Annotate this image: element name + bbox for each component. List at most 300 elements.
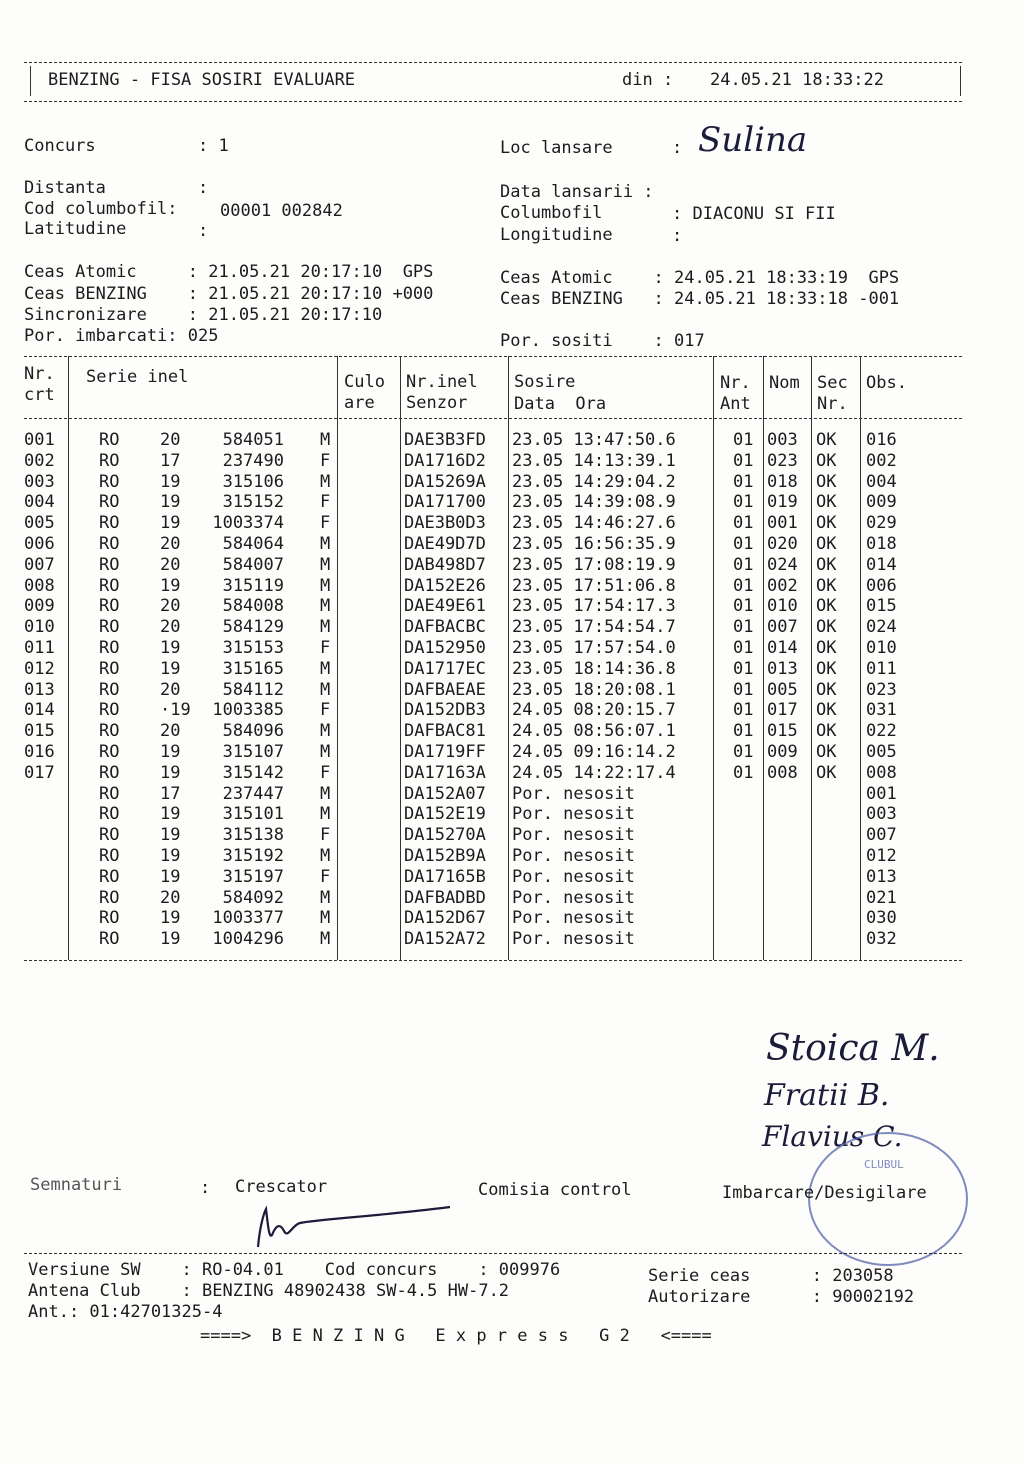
cell-obs: 024	[866, 617, 897, 638]
cell-row-number: 014	[24, 700, 55, 721]
report-date: 24.05.21 18:33:22	[710, 70, 884, 90]
cell-ring-year: 20	[160, 617, 181, 638]
cell-arrival-time: Por. nesosit	[512, 866, 635, 887]
ceas-benzing-end: Ceas BENZING : 24.05.21 18:33:18 -001	[500, 289, 900, 309]
cod-columbofil-value: 00001 002842	[220, 201, 343, 221]
cell-sex: F	[320, 762, 331, 783]
report-date-label: din :	[622, 70, 674, 90]
columbofil-label: Columbofil	[500, 203, 603, 223]
cell-arrival-time: 23.05 14:39:08.9	[512, 492, 676, 513]
cell-sec-nr: OK	[816, 617, 837, 638]
cell-obs: 005	[866, 742, 897, 762]
table-row	[0, 742, 1024, 763]
cell-arrival-time: 24.05 14:22:17.4	[512, 762, 676, 783]
brand-banner: ====> B E N Z I N G E x p r e s s G 2 <====	[200, 1326, 712, 1346]
cell-ring-number: 1003374	[212, 513, 284, 534]
cell-arrival-time: 23.05 16:56:35.9	[512, 534, 676, 554]
ceas-atomic-end: Ceas Atomic : 24.05.21 18:33:19 GPS	[500, 268, 900, 288]
cell-sex: M	[320, 596, 331, 617]
th-crt: crt	[24, 385, 55, 405]
cell-antenna: 01	[733, 430, 754, 450]
cell-sensor-ring: DA152950	[404, 638, 486, 658]
cell-ring-year: 20	[160, 554, 181, 575]
cell-ring-number: 315107	[222, 742, 284, 762]
table-row	[0, 825, 1024, 846]
cell-sensor-ring: DAE3B3FD	[404, 430, 486, 450]
cell-sec-nr: OK	[816, 471, 837, 492]
cell-sex: M	[320, 471, 331, 492]
cell-obs: 006	[866, 575, 897, 596]
cell-row-number: 009	[24, 596, 55, 617]
table-row	[0, 804, 1024, 825]
cell-antenna: 01	[733, 638, 754, 658]
cell-obs: 021	[866, 887, 897, 908]
cell-arrival-time: 24.05 08:56:07.1	[512, 721, 676, 742]
cell-sensor-ring: DA152A07	[404, 783, 486, 804]
table-row	[0, 680, 1024, 701]
cell-sec-nr: OK	[816, 700, 837, 721]
crescator-signature	[250, 1195, 470, 1255]
cell-antenna: 01	[733, 721, 754, 742]
header-top-rule	[24, 62, 962, 63]
cell-sex: M	[320, 679, 331, 700]
cell-sex: F	[320, 450, 331, 471]
table-row	[0, 430, 1024, 451]
cell-nom: 017	[767, 700, 798, 721]
cell-obs: 010	[866, 638, 897, 658]
cell-arrival-time: Por. nesosit	[512, 825, 635, 846]
cell-sensor-ring: DAE49D7D	[404, 534, 486, 554]
cell-obs: 032	[866, 929, 897, 950]
cell-nom: 001	[767, 513, 798, 534]
table-row	[0, 659, 1024, 680]
cell-ring-year: 20	[160, 721, 181, 742]
cell-sensor-ring: DAE49E61	[404, 596, 486, 617]
th-culo: Culo	[344, 372, 385, 392]
cell-obs: 001	[866, 783, 897, 804]
cell-sex: M	[320, 554, 331, 575]
cell-country-code: RO	[99, 825, 120, 846]
cell-sex: M	[320, 783, 331, 804]
table-row	[0, 638, 1024, 659]
cell-sensor-ring: DAE3B0D3	[404, 513, 486, 534]
cell-ring-year: 19	[160, 804, 181, 825]
cell-row-number: 006	[24, 534, 55, 554]
cell-nom: 007	[767, 617, 798, 638]
cell-sensor-ring: DA152E26	[404, 575, 486, 596]
table-row	[0, 784, 1024, 805]
cell-country-code: RO	[99, 638, 120, 658]
cell-antenna: 01	[733, 575, 754, 596]
header-left-border	[30, 66, 31, 96]
cell-arrival-time: 24.05 09:16:14.2	[512, 742, 676, 762]
handwritten-signature: Fratii B.	[764, 1078, 890, 1113]
cell-ring-number: 584008	[222, 596, 284, 617]
cell-ring-number: 237447	[222, 783, 284, 804]
th-serie: Serie inel	[86, 367, 189, 387]
cell-country-code: RO	[99, 762, 120, 783]
autorizare: Autorizare : 90002192	[648, 1287, 915, 1307]
cell-row-number: 008	[24, 575, 55, 596]
cell-ring-year: 19	[160, 762, 181, 783]
cell-nom: 003	[767, 430, 798, 450]
cell-nom: 019	[767, 492, 798, 513]
cell-sec-nr: OK	[816, 742, 837, 762]
cell-antenna: 01	[733, 471, 754, 492]
cell-sex: F	[320, 638, 331, 658]
handwritten-signature: Flavius C.	[762, 1120, 903, 1153]
loc-lansare-label: Loc lansare	[500, 138, 613, 158]
cell-sex: M	[320, 846, 331, 866]
cell-country-code: RO	[99, 804, 120, 825]
cell-arrival-time: Por. nesosit	[512, 929, 635, 950]
cell-obs: 003	[866, 804, 897, 825]
table-row	[0, 763, 1024, 784]
cell-ring-number: 315101	[222, 804, 284, 825]
cell-nom: 023	[767, 450, 798, 471]
cell-sensor-ring: DA15269A	[404, 471, 486, 492]
cell-sensor-ring: DA1716D2	[404, 450, 486, 471]
cell-ring-number: 584096	[222, 721, 284, 742]
cell-arrival-time: 23.05 17:08:19.9	[512, 554, 676, 575]
cell-country-code: RO	[99, 908, 120, 929]
cell-ring-number: 1003377	[212, 908, 284, 929]
cell-nom: 008	[767, 762, 798, 783]
cell-country-code: RO	[99, 783, 120, 804]
table-row	[0, 534, 1024, 555]
cell-nom: 010	[767, 596, 798, 617]
table-row	[0, 617, 1024, 638]
cell-obs: 015	[866, 596, 897, 617]
cell-antenna: 01	[733, 534, 754, 554]
latitudine-value: :	[198, 221, 209, 241]
cell-sec-nr: OK	[816, 596, 837, 617]
cell-country-code: RO	[99, 887, 120, 908]
concurs-value: : 1	[198, 136, 229, 156]
table-top-rule	[24, 356, 962, 357]
cell-country-code: RO	[99, 450, 120, 471]
cell-row-number: 003	[24, 471, 55, 492]
cell-arrival-time: 23.05 14:29:04.2	[512, 471, 676, 492]
cell-ring-year: 20	[160, 596, 181, 617]
cell-sex: M	[320, 908, 331, 929]
cell-obs: 013	[866, 866, 897, 887]
page-title: BENZING - FISA SOSIRI EVALUARE	[48, 70, 356, 90]
cell-ring-number: 315119	[222, 575, 284, 596]
cell-sensor-ring: DA152DB3	[404, 700, 486, 721]
cell-ring-number: 1004296	[212, 929, 284, 950]
cell-sec-nr: OK	[816, 721, 837, 742]
cell-obs: 009	[866, 492, 897, 513]
cell-sec-nr: OK	[816, 450, 837, 471]
cell-obs: 011	[866, 658, 897, 679]
table-row	[0, 867, 1024, 888]
table-row	[0, 700, 1024, 721]
cell-sec-nr: OK	[816, 575, 837, 596]
cell-antenna: 01	[733, 762, 754, 783]
cell-arrival-time: Por. nesosit	[512, 846, 635, 866]
table-row	[0, 846, 1024, 867]
cell-antenna: 01	[733, 513, 754, 534]
cell-obs: 007	[866, 825, 897, 846]
cell-row-number: 013	[24, 679, 55, 700]
cell-country-code: RO	[99, 679, 120, 700]
cell-antenna: 01	[733, 554, 754, 575]
cell-arrival-time: 23.05 17:51:06.8	[512, 575, 676, 596]
cell-ring-number: 315142	[222, 762, 284, 783]
data-lansarii-label: Data lansarii :	[500, 182, 654, 202]
semnaturi-colon: :	[200, 1178, 211, 1198]
cell-ring-number: 315152	[222, 492, 284, 513]
cell-sex: M	[320, 887, 331, 908]
header-right-border	[960, 66, 961, 96]
cell-sec-nr: OK	[816, 513, 837, 534]
cell-obs: 023	[866, 679, 897, 700]
cell-sensor-ring: DA17165B	[404, 866, 486, 887]
cell-row-number: 007	[24, 554, 55, 575]
cell-ring-number: 584007	[222, 554, 284, 575]
cell-row-number: 004	[24, 492, 55, 513]
table-row	[0, 929, 1024, 950]
latitudine-label: Latitudine	[24, 219, 127, 239]
porumbei-sositi: Por. sositi : 017	[500, 331, 705, 351]
cell-sex: F	[320, 866, 331, 887]
comisia-label: Comisia control	[478, 1180, 632, 1200]
cell-country-code: RO	[99, 929, 120, 950]
cell-arrival-time: Por. nesosit	[512, 804, 635, 825]
cell-antenna: 01	[733, 492, 754, 513]
cell-sex: F	[320, 825, 331, 846]
sincronizare: Sincronizare : 21.05.21 20:17:10	[24, 305, 383, 325]
cell-row-number: 016	[24, 742, 55, 762]
cell-arrival-time: 23.05 17:54:17.3	[512, 596, 676, 617]
cell-antenna: 01	[733, 700, 754, 721]
th-sec-nr: Nr.	[817, 394, 848, 414]
table-row	[0, 888, 1024, 909]
ceas-benzing-start: Ceas BENZING : 21.05.21 20:17:10 +000	[24, 284, 434, 304]
cell-sensor-ring: DA152B9A	[404, 846, 486, 866]
cell-obs: 014	[866, 554, 897, 575]
cell-country-code: RO	[99, 846, 120, 866]
cell-ring-number: 315153	[222, 638, 284, 658]
cell-sex: F	[320, 700, 331, 721]
cell-nom: 018	[767, 471, 798, 492]
cell-ring-year: 17	[160, 450, 181, 471]
cell-sex: M	[320, 721, 331, 742]
cell-sensor-ring: DA1719FF	[404, 742, 486, 762]
cell-arrival-time: 23.05 13:47:50.6	[512, 430, 676, 450]
cell-ring-number: 315192	[222, 846, 284, 866]
cell-arrival-time: 23.05 18:20:08.1	[512, 679, 676, 700]
cell-row-number: 011	[24, 638, 55, 658]
cell-ring-year: 19	[160, 742, 181, 762]
cell-arrival-time: 23.05 17:54:54.7	[512, 617, 676, 638]
cell-sex: M	[320, 534, 331, 554]
table-row	[0, 721, 1024, 742]
cell-sec-nr: OK	[816, 638, 837, 658]
cell-ring-number: 1003385	[212, 700, 284, 721]
cell-country-code: RO	[99, 430, 120, 450]
cell-arrival-time: 23.05 18:14:36.8	[512, 658, 676, 679]
columbofil-value: : DIACONU SI FII	[672, 204, 836, 224]
cell-country-code: RO	[99, 575, 120, 596]
longitudine-label: Longitudine	[500, 225, 613, 245]
cod-columbofil-label: Cod columbofil:	[24, 199, 178, 219]
cell-nom: 024	[767, 554, 798, 575]
cell-sensor-ring: DAFBADBD	[404, 887, 486, 908]
cell-ring-number: 584064	[222, 534, 284, 554]
cell-sensor-ring: DA152D67	[404, 908, 486, 929]
cell-nom: 013	[767, 658, 798, 679]
cell-ring-year: ·19	[160, 700, 191, 721]
cell-arrival-time: Por. nesosit	[512, 783, 635, 804]
th-sosire: Sosire	[514, 372, 576, 392]
cell-obs: 012	[866, 846, 897, 866]
cell-sec-nr: OK	[816, 554, 837, 575]
table-header-rule	[24, 418, 962, 419]
loc-lansare-value: Sulina	[698, 120, 808, 160]
cell-country-code: RO	[99, 700, 120, 721]
th-are: are	[344, 393, 375, 413]
cell-row-number: 005	[24, 513, 55, 534]
cell-obs: 008	[866, 762, 897, 783]
concurs-label: Concurs	[24, 136, 96, 156]
cell-ring-year: 19	[160, 825, 181, 846]
cell-obs: 029	[866, 513, 897, 534]
cell-ring-year: 19	[160, 929, 181, 950]
cell-ring-number: 584129	[222, 617, 284, 638]
cell-sex: M	[320, 430, 331, 450]
cell-sex: M	[320, 658, 331, 679]
cell-sensor-ring: DA17163A	[404, 762, 486, 783]
cell-sensor-ring: DAFBACBC	[404, 617, 486, 638]
th-sec: Sec	[817, 373, 848, 393]
cell-country-code: RO	[99, 534, 120, 554]
cell-nom: 015	[767, 721, 798, 742]
cell-arrival-time: 23.05 14:46:27.6	[512, 513, 676, 534]
th-data-ora: Data Ora	[514, 394, 607, 414]
footer-rule	[24, 1253, 962, 1254]
cell-ring-number: 237490	[222, 450, 284, 471]
table-row	[0, 492, 1024, 513]
th-ant: Ant	[720, 394, 751, 414]
crescator-label: Crescator	[235, 1177, 328, 1197]
cell-nom: 014	[767, 638, 798, 658]
cell-row-number: 017	[24, 762, 55, 783]
distanta-label: Distanta	[24, 178, 106, 198]
th-nrinel: Nr.inel	[406, 372, 478, 392]
table-row	[0, 596, 1024, 617]
cell-sex: F	[320, 513, 331, 534]
cell-country-code: RO	[99, 742, 120, 762]
cell-obs: 004	[866, 471, 897, 492]
handwritten-signature: Stoica M.	[766, 1028, 940, 1069]
cell-obs: 016	[866, 430, 897, 450]
cell-ring-number: 584112	[222, 679, 284, 700]
table-row	[0, 908, 1024, 929]
cell-sec-nr: OK	[816, 762, 837, 783]
cell-antenna: 01	[733, 617, 754, 638]
cell-ring-year: 19	[160, 866, 181, 887]
cell-sec-nr: OK	[816, 534, 837, 554]
cell-obs: 018	[866, 534, 897, 554]
cell-ring-year: 19	[160, 513, 181, 534]
cell-ring-year: 19	[160, 908, 181, 929]
cell-ring-year: 20	[160, 534, 181, 554]
cell-sex: M	[320, 804, 331, 825]
cell-ring-year: 20	[160, 679, 181, 700]
cell-arrival-time: 23.05 17:57:54.0	[512, 638, 676, 658]
cell-ring-number: 315106	[222, 471, 284, 492]
cell-row-number: 010	[24, 617, 55, 638]
cell-sex: F	[320, 492, 331, 513]
cell-sex: M	[320, 929, 331, 950]
cell-ring-number: 315138	[222, 825, 284, 846]
cell-antenna: 01	[733, 679, 754, 700]
cell-obs: 031	[866, 700, 897, 721]
table-row	[0, 472, 1024, 493]
cell-ring-number: 315165	[222, 658, 284, 679]
cell-nom: 020	[767, 534, 798, 554]
cell-row-number: 012	[24, 658, 55, 679]
cell-country-code: RO	[99, 721, 120, 742]
cell-ring-year: 19	[160, 658, 181, 679]
ceas-atomic-start: Ceas Atomic : 21.05.21 20:17:10 GPS	[24, 262, 434, 282]
cell-sec-nr: OK	[816, 679, 837, 700]
cell-country-code: RO	[99, 596, 120, 617]
cell-ring-year: 19	[160, 638, 181, 658]
cell-obs: 002	[866, 450, 897, 471]
cell-row-number: 001	[24, 430, 55, 450]
serie-ceas: Serie ceas : 203058	[648, 1266, 894, 1286]
cell-ring-year: 20	[160, 887, 181, 908]
cell-row-number: 002	[24, 450, 55, 471]
table-row	[0, 513, 1024, 534]
cell-row-number: 015	[24, 721, 55, 742]
cell-sec-nr: OK	[816, 492, 837, 513]
versiune-sw: Versiune SW : RO-04.01 Cod concurs : 009976	[28, 1260, 561, 1280]
cell-arrival-time: Por. nesosit	[512, 887, 635, 908]
semnaturi-label: Semnaturi	[30, 1175, 123, 1195]
porumbei-imbarcati: Por. imbarcati: 025	[24, 326, 219, 346]
distanta-value: :	[198, 178, 209, 198]
cell-arrival-time: Por. nesosit	[512, 908, 635, 929]
cell-ring-number: 315197	[222, 866, 284, 887]
cell-nom: 009	[767, 742, 798, 762]
cell-sex: M	[320, 575, 331, 596]
th-nom: Nom	[769, 373, 800, 393]
cell-country-code: RO	[99, 617, 120, 638]
cell-sensor-ring: DAFBAC81	[404, 721, 486, 742]
cell-sensor-ring: DA15270A	[404, 825, 486, 846]
cell-ring-number: 584051	[222, 430, 284, 450]
cell-sex: M	[320, 742, 331, 762]
th-nr-ant: Nr.	[720, 373, 751, 393]
cell-sec-nr: OK	[816, 658, 837, 679]
antena-club: Antena Club : BENZING 48902438 SW-4.5 HW-7.2	[28, 1281, 510, 1301]
cell-country-code: RO	[99, 658, 120, 679]
cell-ring-year: 19	[160, 492, 181, 513]
cell-arrival-time: 24.05 08:20:15.7	[512, 700, 676, 721]
imbarcare-label: Imbarcare/Desigilare	[722, 1183, 927, 1203]
loc-lansare-colon: :	[672, 138, 683, 158]
cell-antenna: 01	[733, 658, 754, 679]
th-senzor: Senzor	[406, 393, 468, 413]
th-obs: Obs.	[866, 373, 907, 393]
table-row	[0, 576, 1024, 597]
th-nr: Nr.	[24, 364, 55, 384]
cell-sensor-ring: DA152E19	[404, 804, 486, 825]
